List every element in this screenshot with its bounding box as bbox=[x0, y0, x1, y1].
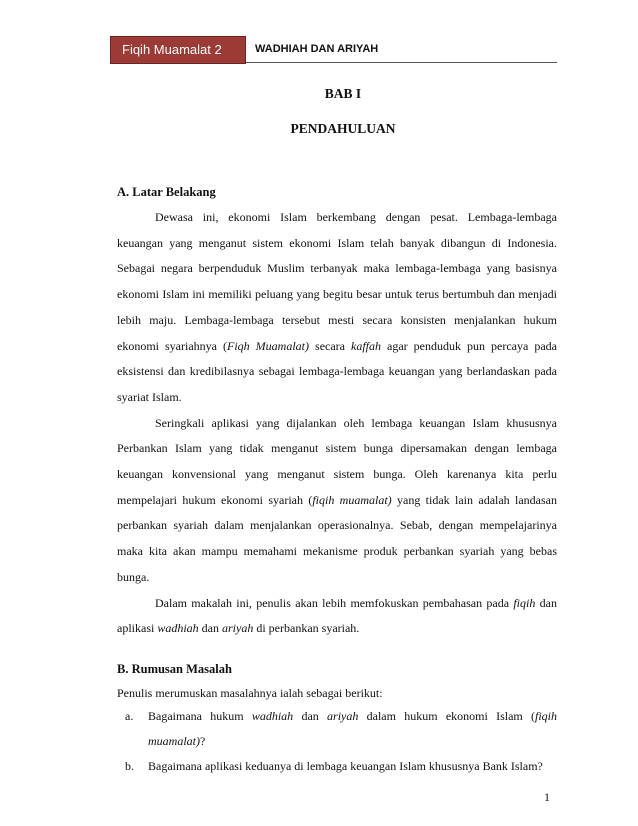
paragraph-3 bbox=[117, 591, 557, 642]
italic-term: wadhiah bbox=[157, 621, 199, 636]
text-span: agar penduduk pun percaya pada eksistensi dan kredibilasnya sebagai lembaga-lembaga keuangan yang berlandaskan pada syariat Islam. bbox=[117, 338, 557, 404]
question-list bbox=[117, 704, 557, 779]
italic-term: kaffah bbox=[351, 338, 382, 353]
text-span: Dalam makalah ini, penulis akan lebih memfokuskan pembahasan pada bbox=[155, 595, 514, 610]
document-body bbox=[117, 183, 557, 779]
italic-term: ariyah bbox=[222, 621, 254, 636]
section-heading-latar-belakang: A. Latar Belakang bbox=[117, 185, 216, 199]
text-span: dan aplikasi bbox=[117, 595, 557, 636]
header-tab: Fiqih Muamalat 2 bbox=[110, 36, 246, 64]
italic-term: ariyah bbox=[327, 708, 359, 723]
list-marker: a. bbox=[125, 708, 134, 723]
page-number: 1 bbox=[544, 790, 550, 804]
text-span: Bagaimana hukum bbox=[148, 708, 252, 723]
text-span: dan bbox=[293, 708, 328, 723]
section-gap bbox=[117, 642, 557, 660]
italic-term: fiqih muamalat) bbox=[148, 708, 558, 748]
italic-term: fiqih muamalat) bbox=[312, 492, 392, 507]
chapter-number: BAB I bbox=[324, 86, 362, 101]
text-span: Dewasa ini, ekonomi Islam berkembang dengan pesat. Lembaga-lembaga keuangan yang menganut sistem ekonomi Islam telah banyak dibangun di Indonesia. Sebagai negara berpenduduk Muslim terbanyak maka lembaga-lembaga yang basisnya ekonomi Islam ini memiliki peluang yang begitu besar untuk terus bertumbuh dan menjadi lebih maju. Lembaga-lembaga tersebut mesti secara konsisten menjalankan hukum ekonomi syariahnya ( bbox=[117, 210, 557, 353]
paragraph-2 bbox=[117, 411, 557, 591]
text-span: dan bbox=[198, 621, 222, 636]
paragraph-1 bbox=[117, 205, 557, 411]
text-span: secara bbox=[309, 338, 352, 353]
chapter-title: PENDAHULUAN bbox=[290, 121, 396, 136]
text-span: Seringkali aplikasi yang dijalankan oleh lembaga keuangan Islam khususnya Perbankan Islam yang tidak menganut sistem bunga dipersamakan dengan lembaga keuangan konvensional yang menganut sistem bunga. Oleh karenanya kita perlu mempelajari hukum ekonomi syariah ( bbox=[117, 415, 557, 507]
section-heading-rumusan-masalah: B. Rumusan Masalah bbox=[117, 661, 232, 676]
text-span: yang tidak lain adalah landasan perbankan syariah dalam menjalankan operasionalnya. Sebab, dengan mempelajarinya maka kita akan mampu memahami mekanisme produk perbankan syariah yang bebas bunga. bbox=[117, 492, 557, 584]
text-span: Bagaimana aplikasi keduanya di lembaga keuangan Islam khususnya Bank Islam? bbox=[148, 758, 543, 773]
text-span: ? bbox=[200, 733, 206, 748]
text-span: di perbankan syariah. bbox=[253, 621, 360, 636]
list-item bbox=[125, 754, 557, 779]
italic-term: wadhiah bbox=[251, 708, 294, 723]
list-intro: Penulis merumuskan masalahnya ialah sebagai berikut: bbox=[117, 685, 383, 700]
italic-term: Fiqh Muamalat) bbox=[227, 338, 310, 353]
italic-term: fiqih bbox=[513, 595, 536, 610]
list-item bbox=[125, 704, 557, 754]
header-rule bbox=[246, 62, 557, 63]
list-marker: b. bbox=[125, 758, 134, 773]
page-header bbox=[110, 36, 557, 64]
header-title: WADHIAH DAN ARIYAH bbox=[255, 43, 379, 55]
text-span: dalam hukum ekonomi Islam ( bbox=[358, 708, 535, 723]
